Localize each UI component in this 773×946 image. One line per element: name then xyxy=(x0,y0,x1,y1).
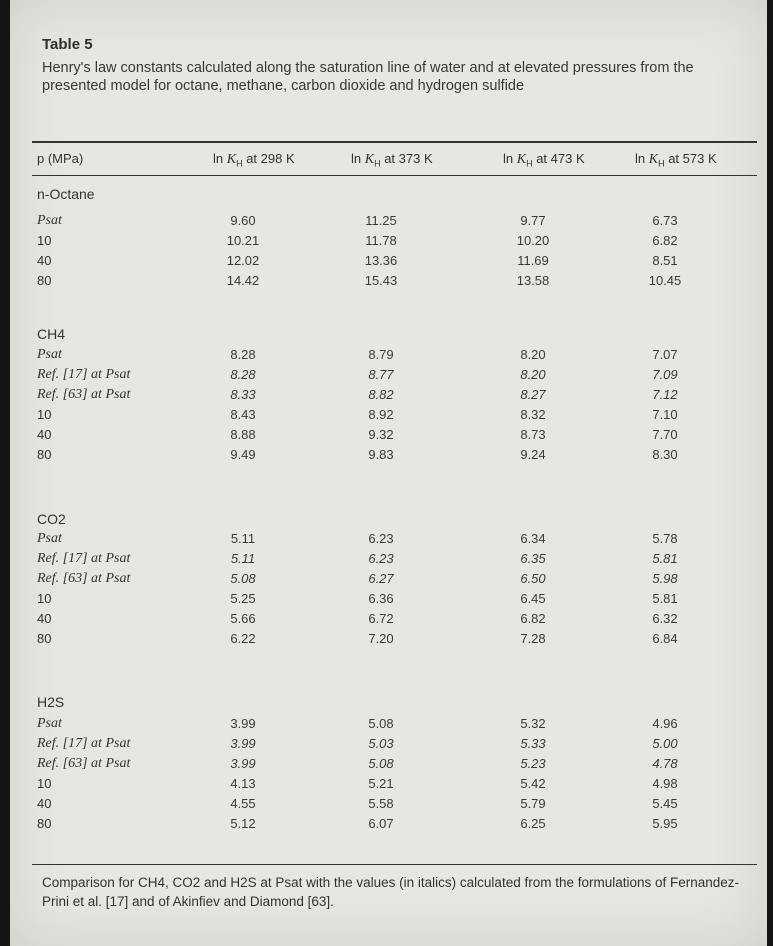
table-cell: 3.99 xyxy=(230,716,256,731)
document-page xyxy=(10,0,767,946)
table-row xyxy=(10,233,767,253)
table-cell: 6.07 xyxy=(368,816,394,831)
row-label: 40 xyxy=(37,796,52,811)
row-label: 40 xyxy=(37,611,52,626)
table-cell: 9.83 xyxy=(368,447,394,462)
table-cell: 9.49 xyxy=(230,447,256,462)
table-cell: 6.34 xyxy=(520,531,546,546)
table-cell: 6.27 xyxy=(368,571,394,586)
table-cell: 6.22 xyxy=(230,631,256,646)
table-cell: 13.36 xyxy=(364,253,398,268)
table-cell: 6.84 xyxy=(652,631,678,646)
group-title: n-Octane xyxy=(37,186,95,202)
group-title: CH4 xyxy=(37,326,66,342)
row-label: Ref. [63] at Psat xyxy=(37,571,131,586)
table-cell: 15.43 xyxy=(364,273,398,288)
table-cell: 5.33 xyxy=(520,736,546,751)
table-cell: 9.32 xyxy=(368,427,394,442)
table-cell: 6.23 xyxy=(368,531,394,546)
row-label: Psat xyxy=(37,716,62,731)
table-cell: 10.20 xyxy=(516,233,550,248)
table-cell: 4.96 xyxy=(652,716,678,731)
bottom-rule xyxy=(32,864,757,865)
table-cell: 6.36 xyxy=(368,591,394,606)
table-cell: 5.21 xyxy=(368,776,394,791)
table-cell: 6.25 xyxy=(520,816,546,831)
header-298k: $\ln K_H$ at 298 K xyxy=(213,151,295,169)
table-row xyxy=(10,776,767,796)
table-cell: 7.07 xyxy=(652,347,678,362)
table-cell: 8.20 xyxy=(520,367,546,382)
table-cell: 5.81 xyxy=(652,551,678,566)
table-cell: 7.20 xyxy=(368,631,394,646)
table-cell: 8.27 xyxy=(520,387,546,402)
group-title: CO2 xyxy=(37,511,66,527)
table-cell: 6.32 xyxy=(652,611,678,626)
table-cell: 11.69 xyxy=(517,253,549,268)
table-cell: 6.82 xyxy=(520,611,546,626)
table-cell: 5.32 xyxy=(520,716,546,731)
table-row xyxy=(10,253,767,273)
table-cell: 4.78 xyxy=(652,756,678,771)
row-label: Ref. [63] at Psat xyxy=(37,387,131,402)
header-573k: $\ln K_H$ at 573 K xyxy=(635,151,717,169)
row-label: 40 xyxy=(37,253,52,268)
table-cell: 5.81 xyxy=(652,591,678,606)
table-cell: 8.73 xyxy=(520,427,546,442)
table-row xyxy=(10,551,767,571)
table-row xyxy=(10,611,767,631)
table-cell: 5.95 xyxy=(652,816,678,831)
table-cell: 10.21 xyxy=(226,233,260,248)
table-cell: 3.99 xyxy=(230,736,256,751)
table-cell: 9.24 xyxy=(520,447,546,462)
table-cell: 8.28 xyxy=(230,347,256,362)
table-row xyxy=(10,756,767,776)
table-row xyxy=(10,447,767,467)
row-label: 80 xyxy=(37,273,52,288)
table-cell: 5.58 xyxy=(368,796,394,811)
table-cell: 8.28 xyxy=(230,367,256,382)
row-label: Ref. [17] at Psat xyxy=(37,367,131,382)
table-cell: 4.13 xyxy=(230,776,256,791)
table-cell: 8.30 xyxy=(652,447,678,462)
table-cell: 7.70 xyxy=(652,427,678,442)
table-cell: 4.98 xyxy=(652,776,678,791)
header-373k: $\ln K_H$ at 373 K xyxy=(351,151,433,169)
table-cell: 8.88 xyxy=(230,427,256,442)
table-cell: 5.79 xyxy=(520,796,546,811)
table-cell: 8.92 xyxy=(368,407,394,422)
table-cell: 11.78 xyxy=(365,233,397,248)
table-cell: 8.82 xyxy=(368,387,394,402)
table-row xyxy=(10,387,767,407)
table-cell: 14.42 xyxy=(226,273,260,288)
table-cell: 6.82 xyxy=(652,233,678,248)
table-cell: 5.66 xyxy=(230,611,256,626)
table-cell: 8.51 xyxy=(652,253,678,268)
table-cell: 5.42 xyxy=(520,776,546,791)
table-cell: 5.25 xyxy=(230,591,256,606)
table-title: Table 5 xyxy=(42,36,93,53)
table-cell: 13.58 xyxy=(516,273,550,288)
header-473k: $\ln K_H$ at 473 K xyxy=(503,151,585,169)
table-cell: 8.33 xyxy=(230,387,256,402)
row-label: Psat xyxy=(37,213,62,228)
table-cell: 5.08 xyxy=(368,756,394,771)
row-label: Ref. [17] at Psat xyxy=(37,551,131,566)
table-row xyxy=(10,631,767,651)
table-row xyxy=(10,736,767,756)
table-cell: 6.72 xyxy=(368,611,394,626)
table-cell: 8.77 xyxy=(368,367,394,382)
table-cell: 8.43 xyxy=(230,407,256,422)
table-cell: 8.20 xyxy=(520,347,546,362)
table-cell: 5.98 xyxy=(652,571,678,586)
table-cell: 8.79 xyxy=(368,347,394,362)
table-row xyxy=(10,347,767,367)
table-row xyxy=(10,367,767,387)
table-cell: 4.55 xyxy=(230,796,256,811)
table-cell: 11.25 xyxy=(365,213,397,228)
table-row xyxy=(10,407,767,427)
row-label: Ref. [17] at Psat xyxy=(37,736,131,751)
row-label: 80 xyxy=(37,816,52,831)
row-label: Psat xyxy=(37,531,62,546)
row-label: 40 xyxy=(37,427,52,442)
row-label: 10 xyxy=(37,233,52,248)
table-cell: 6.50 xyxy=(520,571,546,586)
table-row xyxy=(10,273,767,293)
table-cell: 9.60 xyxy=(230,213,256,228)
table-row xyxy=(10,816,767,836)
table-cell: 5.08 xyxy=(230,571,256,586)
table-cell: 8.32 xyxy=(520,407,546,422)
table-footnote xyxy=(42,873,762,911)
table-cell: 6.23 xyxy=(368,551,394,566)
row-label: 80 xyxy=(37,631,52,646)
table-cell: 5.00 xyxy=(652,736,678,751)
row-label: Psat xyxy=(37,347,62,362)
table-row xyxy=(10,571,767,591)
header-rule xyxy=(32,175,757,176)
row-label: 10 xyxy=(37,591,52,606)
table-cell: 5.11 xyxy=(230,551,256,566)
header-pressure: p (MPa) xyxy=(37,151,84,166)
table-caption: Henry's law constants calculated along the saturation line of water and at elevated pressures from the presented model for octane, methane, carbon dioxide and hydrogen sulfide xyxy=(42,60,694,94)
table-row xyxy=(10,591,767,611)
table-cell: 3.99 xyxy=(230,756,256,771)
table-cell: 6.73 xyxy=(652,213,678,228)
table-cell: 5.08 xyxy=(368,716,394,731)
table-cell: 12.02 xyxy=(226,253,260,268)
table-row xyxy=(10,213,767,233)
table-cell: 6.35 xyxy=(520,551,546,566)
table-row xyxy=(10,427,767,447)
row-label: Ref. [63] at Psat xyxy=(37,756,131,771)
top-rule xyxy=(32,141,757,143)
table-cell: 5.78 xyxy=(652,531,678,546)
table-cell: 9.77 xyxy=(520,213,546,228)
table-cell: 10.45 xyxy=(648,273,682,288)
group-title: H2S xyxy=(37,694,65,710)
row-label: 10 xyxy=(37,776,52,791)
table-row xyxy=(10,531,767,551)
table-cell: 5.03 xyxy=(368,736,394,751)
table-cell: 5.45 xyxy=(652,796,678,811)
footnote-text: Comparison for CH4, CO2 and H2S at Psat with the values (in italics) calculated from the formulations of Fernandez-Prini et al. [17] and of Akinfiev and Diamond [63]. xyxy=(42,875,740,909)
row-label: 10 xyxy=(37,407,52,422)
table-cell: 7.10 xyxy=(652,407,678,422)
table-cell: 7.12 xyxy=(652,387,678,402)
row-label: 80 xyxy=(37,447,52,462)
table-cell: 6.45 xyxy=(520,591,546,606)
table-row xyxy=(10,796,767,816)
table-row xyxy=(10,716,767,736)
table-cell: 5.11 xyxy=(230,531,256,546)
table-cell: 7.28 xyxy=(520,631,546,646)
table-cell: 5.23 xyxy=(520,756,546,771)
table-cell: 5.12 xyxy=(230,816,256,831)
table-cell: 7.09 xyxy=(652,367,678,382)
